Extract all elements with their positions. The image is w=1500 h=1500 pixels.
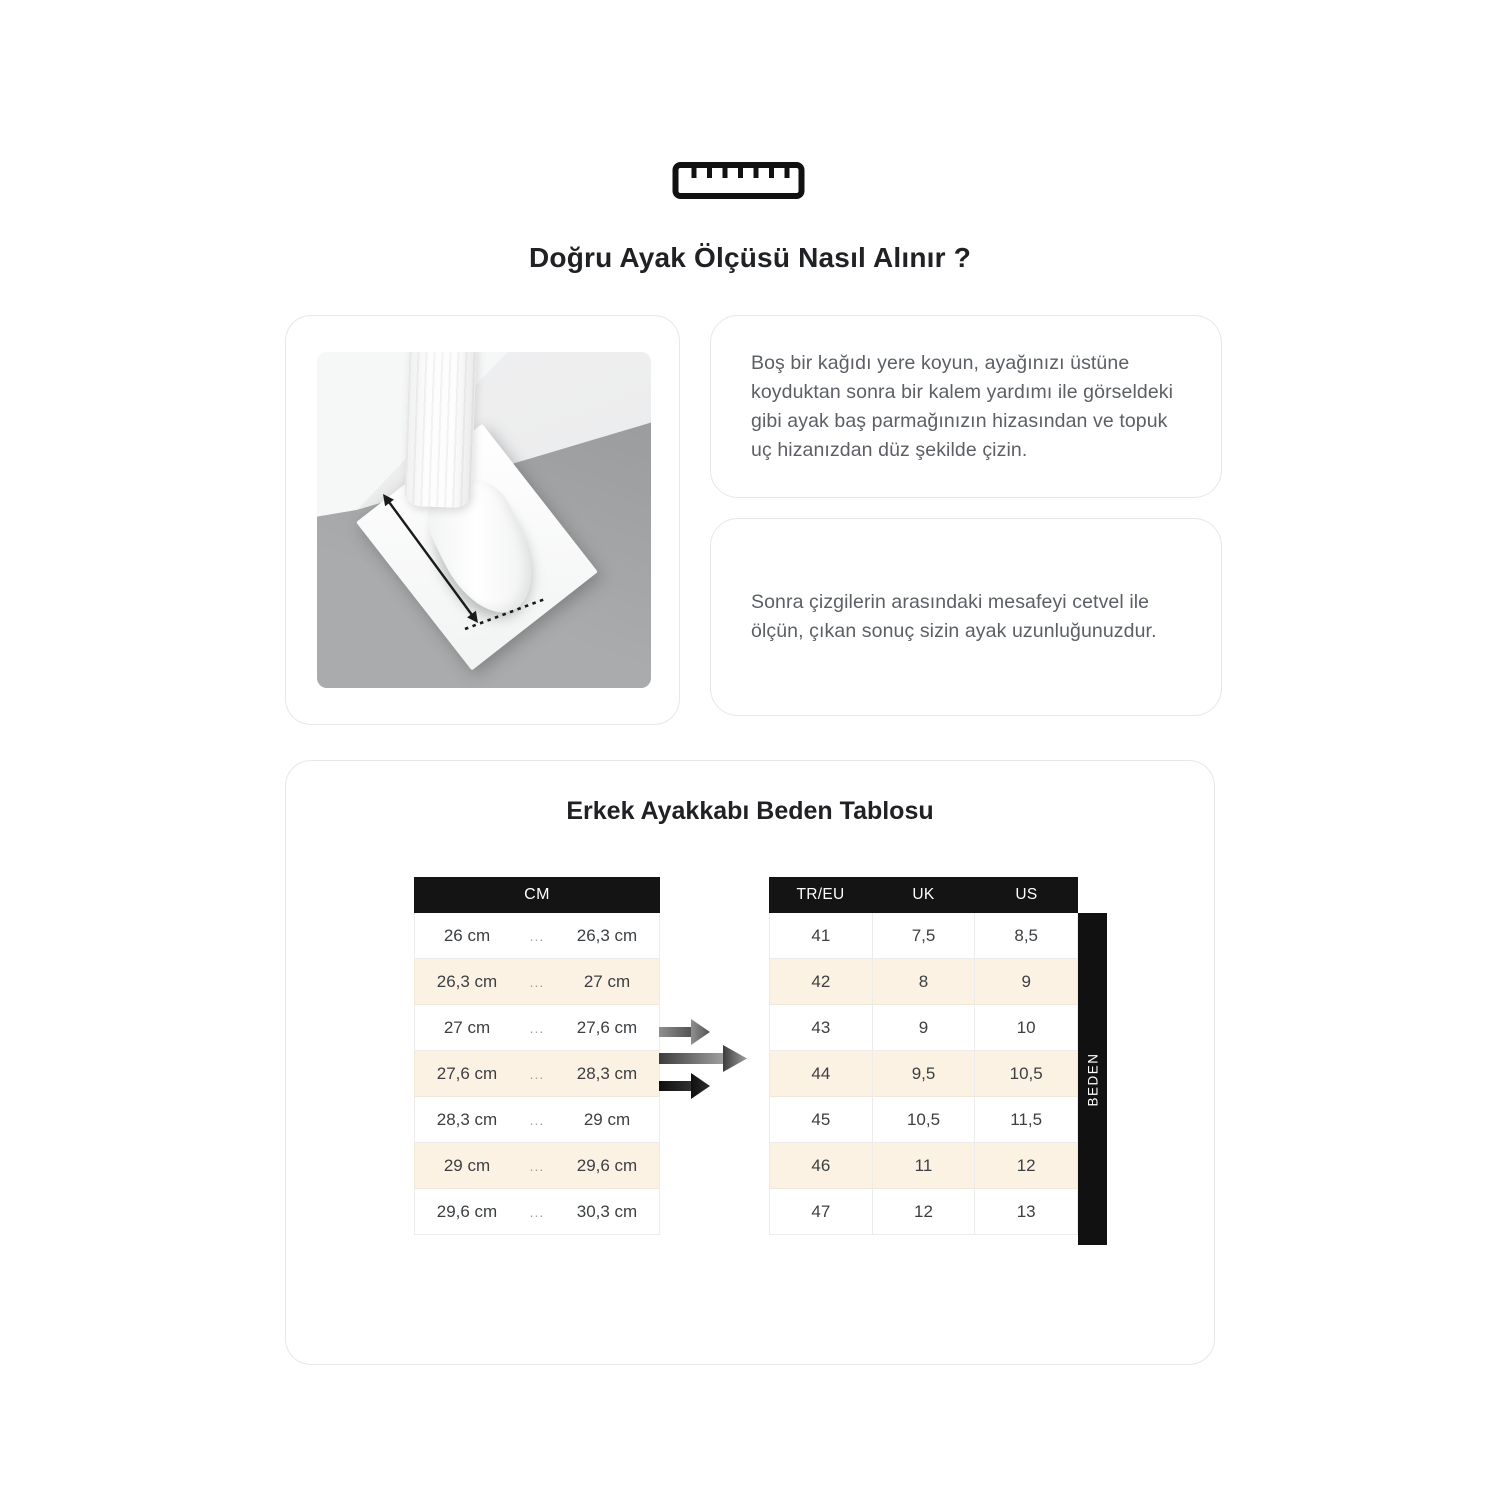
range-dots: ... xyxy=(529,927,545,944)
size-cell-uk: 9 xyxy=(873,1005,976,1050)
size-row xyxy=(769,1005,1078,1051)
size-row xyxy=(769,1189,1078,1235)
cm-to-value: 30,3 cm xyxy=(576,1201,638,1221)
transfer-arrows-icon xyxy=(658,1011,758,1103)
size-cell-us: 13 xyxy=(1016,1201,1036,1221)
size-cell-uk: 9,5 xyxy=(873,1051,976,1096)
size-cell-treu: 43 xyxy=(770,1005,873,1050)
size-cell-treu: 47 xyxy=(770,1189,873,1234)
range-dots: ... xyxy=(529,973,545,990)
size-cell-us: 8,5 xyxy=(1014,925,1038,945)
size-cell-treu: 46 xyxy=(770,1143,873,1188)
cm-table xyxy=(414,877,660,1235)
cm-to-value: 27,6 cm xyxy=(576,1017,638,1037)
size-cell-treu: 44 xyxy=(770,1051,873,1096)
range-dots: ... xyxy=(529,1111,545,1128)
size-row xyxy=(769,1051,1078,1097)
size-row xyxy=(769,913,1078,959)
size-cell-us: 10 xyxy=(1016,1017,1036,1037)
range-dots: ... xyxy=(529,1157,545,1174)
cm-to-value: 29 cm xyxy=(583,1109,631,1129)
cm-to-value: 29,6 cm xyxy=(576,1155,638,1175)
cm-to-value: 26,3 cm xyxy=(576,925,638,945)
size-row xyxy=(769,959,1078,1005)
cm-from-value: 26,3 cm xyxy=(436,971,498,991)
instruction-card-2 xyxy=(710,518,1222,716)
instruction-photo-card xyxy=(285,315,680,725)
size-cell-uk: 11 xyxy=(873,1143,976,1188)
size-col-header-us: US xyxy=(1015,886,1038,903)
size-cell-us: 9 xyxy=(1021,971,1031,991)
size-cell-us: 10,5 xyxy=(1009,1063,1043,1083)
cm-table-header: CM xyxy=(414,877,660,913)
foot-measurement-photo xyxy=(317,352,651,688)
measure-arrow-icon xyxy=(317,352,651,688)
size-table-body xyxy=(769,913,1078,1235)
cm-from-value: 27 cm xyxy=(443,1017,491,1037)
cm-from-value: 28,3 cm xyxy=(436,1109,498,1129)
size-cell-us: 12 xyxy=(1016,1155,1036,1175)
cm-range-row xyxy=(414,1189,660,1235)
range-dots: ... xyxy=(529,1065,545,1082)
cm-from-value: 26 cm xyxy=(443,925,491,945)
instruction-step-1-text: Boş bir kağıdı yere koyun, ayağınızı üstüne koyduktan sonra bir kalem yardımı ile görseldeki gibi ayak baş parmağınızın hizasından ve topuk uç hizanızdan düz şekilde çizin. xyxy=(751,351,1174,461)
cm-to-value: 28,3 cm xyxy=(576,1063,638,1083)
cm-from-value: 27,6 cm xyxy=(436,1063,498,1083)
size-cell-uk: 10,5 xyxy=(873,1097,976,1142)
ruler-icon xyxy=(672,161,805,201)
size-cell-treu: 45 xyxy=(770,1097,873,1142)
cm-range-row xyxy=(414,913,660,959)
size-row xyxy=(769,1097,1078,1143)
cm-table-body xyxy=(414,913,660,1235)
instruction-step-2-text: Sonra çizgilerin arasındaki mesafeyi cetvel ile ölçün, çıkan sonuç sizin ayak uzunluğunuzdur. xyxy=(751,591,1157,642)
range-dots: ... xyxy=(529,1019,545,1036)
size-col-header-uk: UK xyxy=(912,886,935,903)
beden-side-bar xyxy=(1078,913,1107,1245)
size-table-header-row xyxy=(769,877,1078,913)
size-cell-uk: 8 xyxy=(873,959,976,1004)
size-row xyxy=(769,1143,1078,1189)
instruction-card-1 xyxy=(710,315,1222,498)
cm-range-row xyxy=(414,1143,660,1189)
size-cell-uk: 12 xyxy=(873,1189,976,1234)
range-dots: ... xyxy=(529,1203,545,1220)
cm-range-row xyxy=(414,1051,660,1097)
size-table xyxy=(769,877,1078,1235)
size-chart-card xyxy=(285,760,1215,1365)
cm-from-value: 29,6 cm xyxy=(436,1201,498,1221)
size-col-header-treu: TR/EU xyxy=(796,886,845,903)
cm-to-value: 27 cm xyxy=(583,971,631,991)
beden-label: BEDEN xyxy=(1085,1051,1101,1107)
size-cell-us: 11,5 xyxy=(1010,1109,1043,1129)
size-cell-uk: 7,5 xyxy=(873,913,976,958)
size-chart-title: Erkek Ayakkabı Beden Tablosu xyxy=(566,797,934,825)
size-cell-treu: 41 xyxy=(770,913,873,958)
page-title: Doğru Ayak Ölçüsü Nasıl Alınır ? xyxy=(528,242,972,273)
cm-range-row xyxy=(414,1005,660,1051)
cm-from-value: 29 cm xyxy=(443,1155,491,1175)
cm-range-row xyxy=(414,1097,660,1143)
size-cell-treu: 42 xyxy=(770,959,873,1004)
cm-range-row xyxy=(414,959,660,1005)
